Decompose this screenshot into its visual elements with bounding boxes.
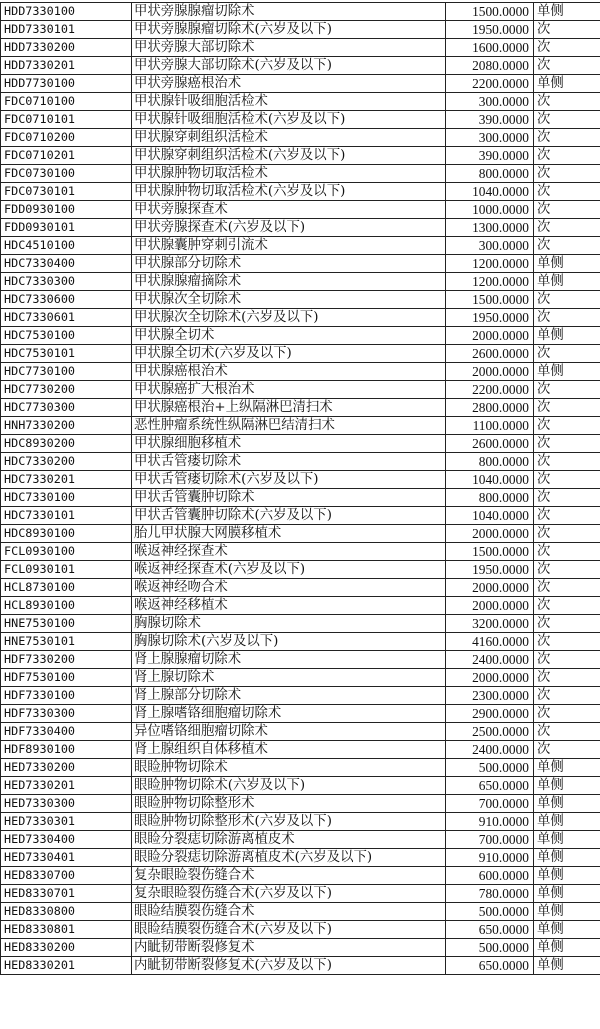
item-price: 1500.0000 — [446, 543, 534, 561]
item-code: HDC7530100 — [1, 327, 132, 345]
table-row — [1, 399, 600, 417]
table-row — [1, 903, 600, 921]
table-row — [1, 147, 600, 165]
item-name: 甲状腺腺瘤摘除术 — [132, 273, 446, 291]
item-name: 喉返神经吻合术 — [132, 579, 446, 597]
item-unit: 次 — [534, 129, 600, 147]
item-price: 650.0000 — [446, 777, 534, 795]
table-row — [1, 669, 600, 687]
item-name: 肾上腺组织自体移植术 — [132, 741, 446, 759]
item-code: HDC4510100 — [1, 237, 132, 255]
table-row — [1, 165, 600, 183]
item-name: 眼睑结膜裂伤缝合术(六岁及以下) — [132, 921, 446, 939]
item-code: HDD7730100 — [1, 75, 132, 93]
item-name: 喉返神经移植术 — [132, 597, 446, 615]
item-unit: 次 — [534, 597, 600, 615]
table-row — [1, 561, 600, 579]
item-code: HDD7330101 — [1, 21, 132, 39]
item-code: HED8330700 — [1, 867, 132, 885]
item-code: HED7330300 — [1, 795, 132, 813]
item-code: HDF7330100 — [1, 687, 132, 705]
item-name: 甲状腺部分切除术 — [132, 255, 446, 273]
item-unit: 次 — [534, 633, 600, 651]
item-price: 2400.0000 — [446, 741, 534, 759]
item-unit: 单侧 — [534, 363, 600, 381]
item-name: 甲状旁腺腺瘤切除术 — [132, 3, 446, 21]
item-unit: 次 — [534, 561, 600, 579]
item-name: 胸腺切除术(六岁及以下) — [132, 633, 446, 651]
item-code: FDD0930100 — [1, 201, 132, 219]
item-code: FDC0710201 — [1, 147, 132, 165]
item-price: 1100.0000 — [446, 417, 534, 435]
item-name: 甲状舌管瘘切除术 — [132, 453, 446, 471]
item-name: 肾上腺部分切除术 — [132, 687, 446, 705]
item-unit: 单侧 — [534, 759, 600, 777]
item-price: 2000.0000 — [446, 525, 534, 543]
item-price: 300.0000 — [446, 93, 534, 111]
table-row — [1, 579, 600, 597]
item-name: 甲状旁腺腺瘤切除术(六岁及以下) — [132, 21, 446, 39]
item-name: 甲状舌管囊肿切除术 — [132, 489, 446, 507]
item-code: HDF7330200 — [1, 651, 132, 669]
item-code: HDF7330300 — [1, 705, 132, 723]
item-price: 910.0000 — [446, 849, 534, 867]
item-price: 390.0000 — [446, 111, 534, 129]
table-row — [1, 957, 600, 975]
table-row — [1, 93, 600, 111]
item-price: 2800.0000 — [446, 399, 534, 417]
item-price: 2080.0000 — [446, 57, 534, 75]
item-price: 1500.0000 — [446, 3, 534, 21]
item-unit: 单侧 — [534, 831, 600, 849]
item-price: 1950.0000 — [446, 561, 534, 579]
item-code: HDC7330200 — [1, 453, 132, 471]
item-unit: 单侧 — [534, 885, 600, 903]
table-row — [1, 309, 600, 327]
item-price: 500.0000 — [446, 939, 534, 957]
item-unit: 次 — [534, 435, 600, 453]
table-row — [1, 525, 600, 543]
item-unit: 次 — [534, 579, 600, 597]
item-code: HNH7330200 — [1, 417, 132, 435]
table-row — [1, 255, 600, 273]
item-unit: 次 — [534, 57, 600, 75]
item-unit: 次 — [534, 399, 600, 417]
table-row — [1, 471, 600, 489]
table-row — [1, 867, 600, 885]
item-code: FDC0710101 — [1, 111, 132, 129]
item-name: 甲状腺肿物切取活检术 — [132, 165, 446, 183]
table-row — [1, 741, 600, 759]
item-price: 1200.0000 — [446, 255, 534, 273]
item-name: 眼睑肿物切除术(六岁及以下) — [132, 777, 446, 795]
item-price: 1600.0000 — [446, 39, 534, 57]
item-unit: 次 — [534, 741, 600, 759]
item-name: 眼睑肿物切除整形术(六岁及以下) — [132, 813, 446, 831]
table-row — [1, 183, 600, 201]
item-price: 700.0000 — [446, 795, 534, 813]
item-unit: 次 — [534, 489, 600, 507]
item-price: 1300.0000 — [446, 219, 534, 237]
table-row — [1, 111, 600, 129]
item-name: 胸腺切除术 — [132, 615, 446, 633]
item-name: 内眦韧带断裂修复术 — [132, 939, 446, 957]
item-code: HDC7330601 — [1, 309, 132, 327]
item-unit: 次 — [534, 309, 600, 327]
item-name: 胎儿甲状腺大网膜移植术 — [132, 525, 446, 543]
item-price: 800.0000 — [446, 489, 534, 507]
table-row — [1, 327, 600, 345]
item-code: FDD0930101 — [1, 219, 132, 237]
item-code: HED8330701 — [1, 885, 132, 903]
table-row — [1, 939, 600, 957]
table-row — [1, 21, 600, 39]
item-unit: 次 — [534, 147, 600, 165]
item-code: HED7330200 — [1, 759, 132, 777]
table-row — [1, 3, 600, 21]
item-name: 甲状旁腺探查术 — [132, 201, 446, 219]
item-unit: 单侧 — [534, 867, 600, 885]
item-unit: 次 — [534, 471, 600, 489]
item-name: 肾上腺切除术 — [132, 669, 446, 687]
table-row — [1, 75, 600, 93]
item-code: HCL8730100 — [1, 579, 132, 597]
item-code: HDC7730200 — [1, 381, 132, 399]
table-row — [1, 417, 600, 435]
item-name: 眼睑肿物切除整形术 — [132, 795, 446, 813]
table-row — [1, 345, 600, 363]
table-row — [1, 507, 600, 525]
item-unit: 次 — [534, 453, 600, 471]
table-row — [1, 453, 600, 471]
item-unit: 次 — [534, 201, 600, 219]
item-code: HED7330301 — [1, 813, 132, 831]
item-code: HDD7330100 — [1, 3, 132, 21]
item-code: HDC7730300 — [1, 399, 132, 417]
item-price: 800.0000 — [446, 453, 534, 471]
table-row — [1, 201, 600, 219]
item-price: 300.0000 — [446, 237, 534, 255]
item-code: HDC7330400 — [1, 255, 132, 273]
item-price: 2000.0000 — [446, 597, 534, 615]
item-name: 甲状腺癌根治术 — [132, 363, 446, 381]
item-name: 肾上腺腺瘤切除术 — [132, 651, 446, 669]
item-price: 600.0000 — [446, 867, 534, 885]
item-unit: 单侧 — [534, 777, 600, 795]
item-code: HDC7330300 — [1, 273, 132, 291]
item-name: 复杂眼睑裂伤缝合术(六岁及以下) — [132, 885, 446, 903]
table-row — [1, 597, 600, 615]
item-price: 650.0000 — [446, 957, 534, 975]
item-price: 780.0000 — [446, 885, 534, 903]
item-price: 2300.0000 — [446, 687, 534, 705]
item-name: 喉返神经探查术 — [132, 543, 446, 561]
item-code: HED7330400 — [1, 831, 132, 849]
item-price: 1000.0000 — [446, 201, 534, 219]
item-name: 眼睑分裂痣切除游离植皮术 — [132, 831, 446, 849]
item-price: 1040.0000 — [446, 183, 534, 201]
item-code: HDD7330201 — [1, 57, 132, 75]
table-row — [1, 129, 600, 147]
item-code: HDC8930100 — [1, 525, 132, 543]
item-code: HED7330401 — [1, 849, 132, 867]
item-code: HDC7730100 — [1, 363, 132, 381]
item-code: HDF7330400 — [1, 723, 132, 741]
item-price: 2000.0000 — [446, 363, 534, 381]
item-price: 650.0000 — [446, 921, 534, 939]
item-name: 甲状腺细胞移植术 — [132, 435, 446, 453]
table-row — [1, 489, 600, 507]
table-row — [1, 849, 600, 867]
item-code: HDC8930200 — [1, 435, 132, 453]
item-name: 甲状腺肿物切取活检术(六岁及以下) — [132, 183, 446, 201]
item-price: 3200.0000 — [446, 615, 534, 633]
item-unit: 次 — [534, 381, 600, 399]
item-price: 1200.0000 — [446, 273, 534, 291]
item-unit: 单侧 — [534, 903, 600, 921]
table-row — [1, 759, 600, 777]
item-price: 1950.0000 — [446, 21, 534, 39]
table-row — [1, 435, 600, 453]
item-name: 内眦韧带断裂修复术(六岁及以下) — [132, 957, 446, 975]
table-row — [1, 921, 600, 939]
item-name: 甲状腺针吸细胞活检术 — [132, 93, 446, 111]
item-unit: 次 — [534, 687, 600, 705]
item-name: 喉返神经探查术(六岁及以下) — [132, 561, 446, 579]
item-price: 1040.0000 — [446, 471, 534, 489]
item-unit: 单侧 — [534, 327, 600, 345]
table-row — [1, 381, 600, 399]
item-unit: 次 — [534, 237, 600, 255]
item-name: 甲状旁腺大部切除术(六岁及以下) — [132, 57, 446, 75]
item-unit: 单侧 — [534, 957, 600, 975]
item-name: 甲状腺全切术(六岁及以下) — [132, 345, 446, 363]
item-name: 甲状旁腺大部切除术 — [132, 39, 446, 57]
item-unit: 单侧 — [534, 939, 600, 957]
item-unit: 次 — [534, 111, 600, 129]
item-name: 眼睑结膜裂伤缝合术 — [132, 903, 446, 921]
item-name: 甲状舌管囊肿切除术(六岁及以下) — [132, 507, 446, 525]
item-code: HDC7330101 — [1, 507, 132, 525]
item-unit: 次 — [534, 21, 600, 39]
table-row — [1, 273, 600, 291]
item-unit: 次 — [534, 93, 600, 111]
item-name: 甲状腺次全切除术(六岁及以下) — [132, 309, 446, 327]
item-unit: 次 — [534, 543, 600, 561]
item-name: 肾上腺嗜铬细胞瘤切除术 — [132, 705, 446, 723]
item-code: HED8330801 — [1, 921, 132, 939]
item-unit: 次 — [534, 615, 600, 633]
table-row — [1, 57, 600, 75]
item-code: FDC0710100 — [1, 93, 132, 111]
item-code: FDC0730100 — [1, 165, 132, 183]
item-name: 眼睑分裂痣切除游离植皮术(六岁及以下) — [132, 849, 446, 867]
item-unit: 次 — [534, 39, 600, 57]
item-unit: 次 — [534, 219, 600, 237]
item-price: 500.0000 — [446, 759, 534, 777]
item-price: 910.0000 — [446, 813, 534, 831]
item-name: 眼睑肿物切除术 — [132, 759, 446, 777]
item-price: 2200.0000 — [446, 75, 534, 93]
item-unit: 单侧 — [534, 255, 600, 273]
item-price: 2500.0000 — [446, 723, 534, 741]
table-row — [1, 543, 600, 561]
table-row — [1, 651, 600, 669]
item-unit: 次 — [534, 723, 600, 741]
item-unit: 次 — [534, 165, 600, 183]
item-code: HCL8930100 — [1, 597, 132, 615]
item-price: 2200.0000 — [446, 381, 534, 399]
item-unit: 单侧 — [534, 795, 600, 813]
item-price: 2600.0000 — [446, 435, 534, 453]
item-code: HDC7330201 — [1, 471, 132, 489]
item-name: 甲状腺全切术 — [132, 327, 446, 345]
table-row — [1, 705, 600, 723]
item-name: 甲状旁腺探查术(六岁及以下) — [132, 219, 446, 237]
item-name: 甲状腺穿刺组织活检术 — [132, 129, 446, 147]
item-unit: 次 — [534, 417, 600, 435]
item-code: HDC7530101 — [1, 345, 132, 363]
item-unit: 单侧 — [534, 75, 600, 93]
item-price: 1040.0000 — [446, 507, 534, 525]
item-code: HED8330200 — [1, 939, 132, 957]
table-row — [1, 291, 600, 309]
item-name: 甲状腺癌根治+上纵隔淋巴清扫术 — [132, 399, 446, 417]
table-row — [1, 831, 600, 849]
item-name: 甲状腺次全切除术 — [132, 291, 446, 309]
item-price: 300.0000 — [446, 129, 534, 147]
item-name: 甲状腺癌扩大根治术 — [132, 381, 446, 399]
item-unit: 单侧 — [534, 813, 600, 831]
item-code: HDF8930100 — [1, 741, 132, 759]
item-name: 异位嗜铬细胞瘤切除术 — [132, 723, 446, 741]
item-price: 2000.0000 — [446, 669, 534, 687]
item-unit: 次 — [534, 525, 600, 543]
item-unit: 单侧 — [534, 849, 600, 867]
item-price: 1500.0000 — [446, 291, 534, 309]
item-price: 800.0000 — [446, 165, 534, 183]
table-row — [1, 813, 600, 831]
item-unit: 次 — [534, 183, 600, 201]
item-code: HNE7530100 — [1, 615, 132, 633]
item-name: 甲状腺囊肿穿刺引流术 — [132, 237, 446, 255]
table-row — [1, 885, 600, 903]
item-code: HED7330201 — [1, 777, 132, 795]
item-code: HDC7330100 — [1, 489, 132, 507]
table-row — [1, 633, 600, 651]
item-code: HDD7330200 — [1, 39, 132, 57]
item-code: FCL0930101 — [1, 561, 132, 579]
table-row — [1, 39, 600, 57]
table-row — [1, 615, 600, 633]
fee-table-body — [1, 3, 600, 975]
item-unit: 次 — [534, 651, 600, 669]
item-code: HED8330800 — [1, 903, 132, 921]
table-row — [1, 237, 600, 255]
table-row — [1, 363, 600, 381]
item-unit: 次 — [534, 507, 600, 525]
item-code: HED8330201 — [1, 957, 132, 975]
fee-table — [0, 2, 600, 975]
item-name: 复杂眼睑裂伤缝合术 — [132, 867, 446, 885]
table-row — [1, 795, 600, 813]
table-row — [1, 219, 600, 237]
table-row — [1, 723, 600, 741]
item-name: 甲状腺针吸细胞活检术(六岁及以下) — [132, 111, 446, 129]
item-name: 甲状腺穿刺组织活检术(六岁及以下) — [132, 147, 446, 165]
item-code: HDC7330600 — [1, 291, 132, 309]
item-price: 2000.0000 — [446, 327, 534, 345]
item-code: HDF7530100 — [1, 669, 132, 687]
item-price: 2600.0000 — [446, 345, 534, 363]
item-code: FCL0930100 — [1, 543, 132, 561]
item-code: HNE7530101 — [1, 633, 132, 651]
item-code: FDC0730101 — [1, 183, 132, 201]
item-price: 2400.0000 — [446, 651, 534, 669]
item-unit: 单侧 — [534, 921, 600, 939]
item-name: 恶性肿瘤系统性纵隔淋巴结清扫术 — [132, 417, 446, 435]
item-unit: 次 — [534, 291, 600, 309]
item-price: 2000.0000 — [446, 579, 534, 597]
item-code: FDC0710200 — [1, 129, 132, 147]
item-unit: 单侧 — [534, 273, 600, 291]
item-price: 500.0000 — [446, 903, 534, 921]
item-unit: 次 — [534, 705, 600, 723]
table-row — [1, 687, 600, 705]
item-unit: 次 — [534, 345, 600, 363]
item-price: 390.0000 — [446, 147, 534, 165]
item-price: 1950.0000 — [446, 309, 534, 327]
item-price: 4160.0000 — [446, 633, 534, 651]
item-unit: 次 — [534, 669, 600, 687]
item-price: 700.0000 — [446, 831, 534, 849]
table-row — [1, 777, 600, 795]
item-price: 2900.0000 — [446, 705, 534, 723]
item-unit: 单侧 — [534, 3, 600, 21]
item-name: 甲状旁腺癌根治术 — [132, 75, 446, 93]
item-name: 甲状舌管瘘切除术(六岁及以下) — [132, 471, 446, 489]
